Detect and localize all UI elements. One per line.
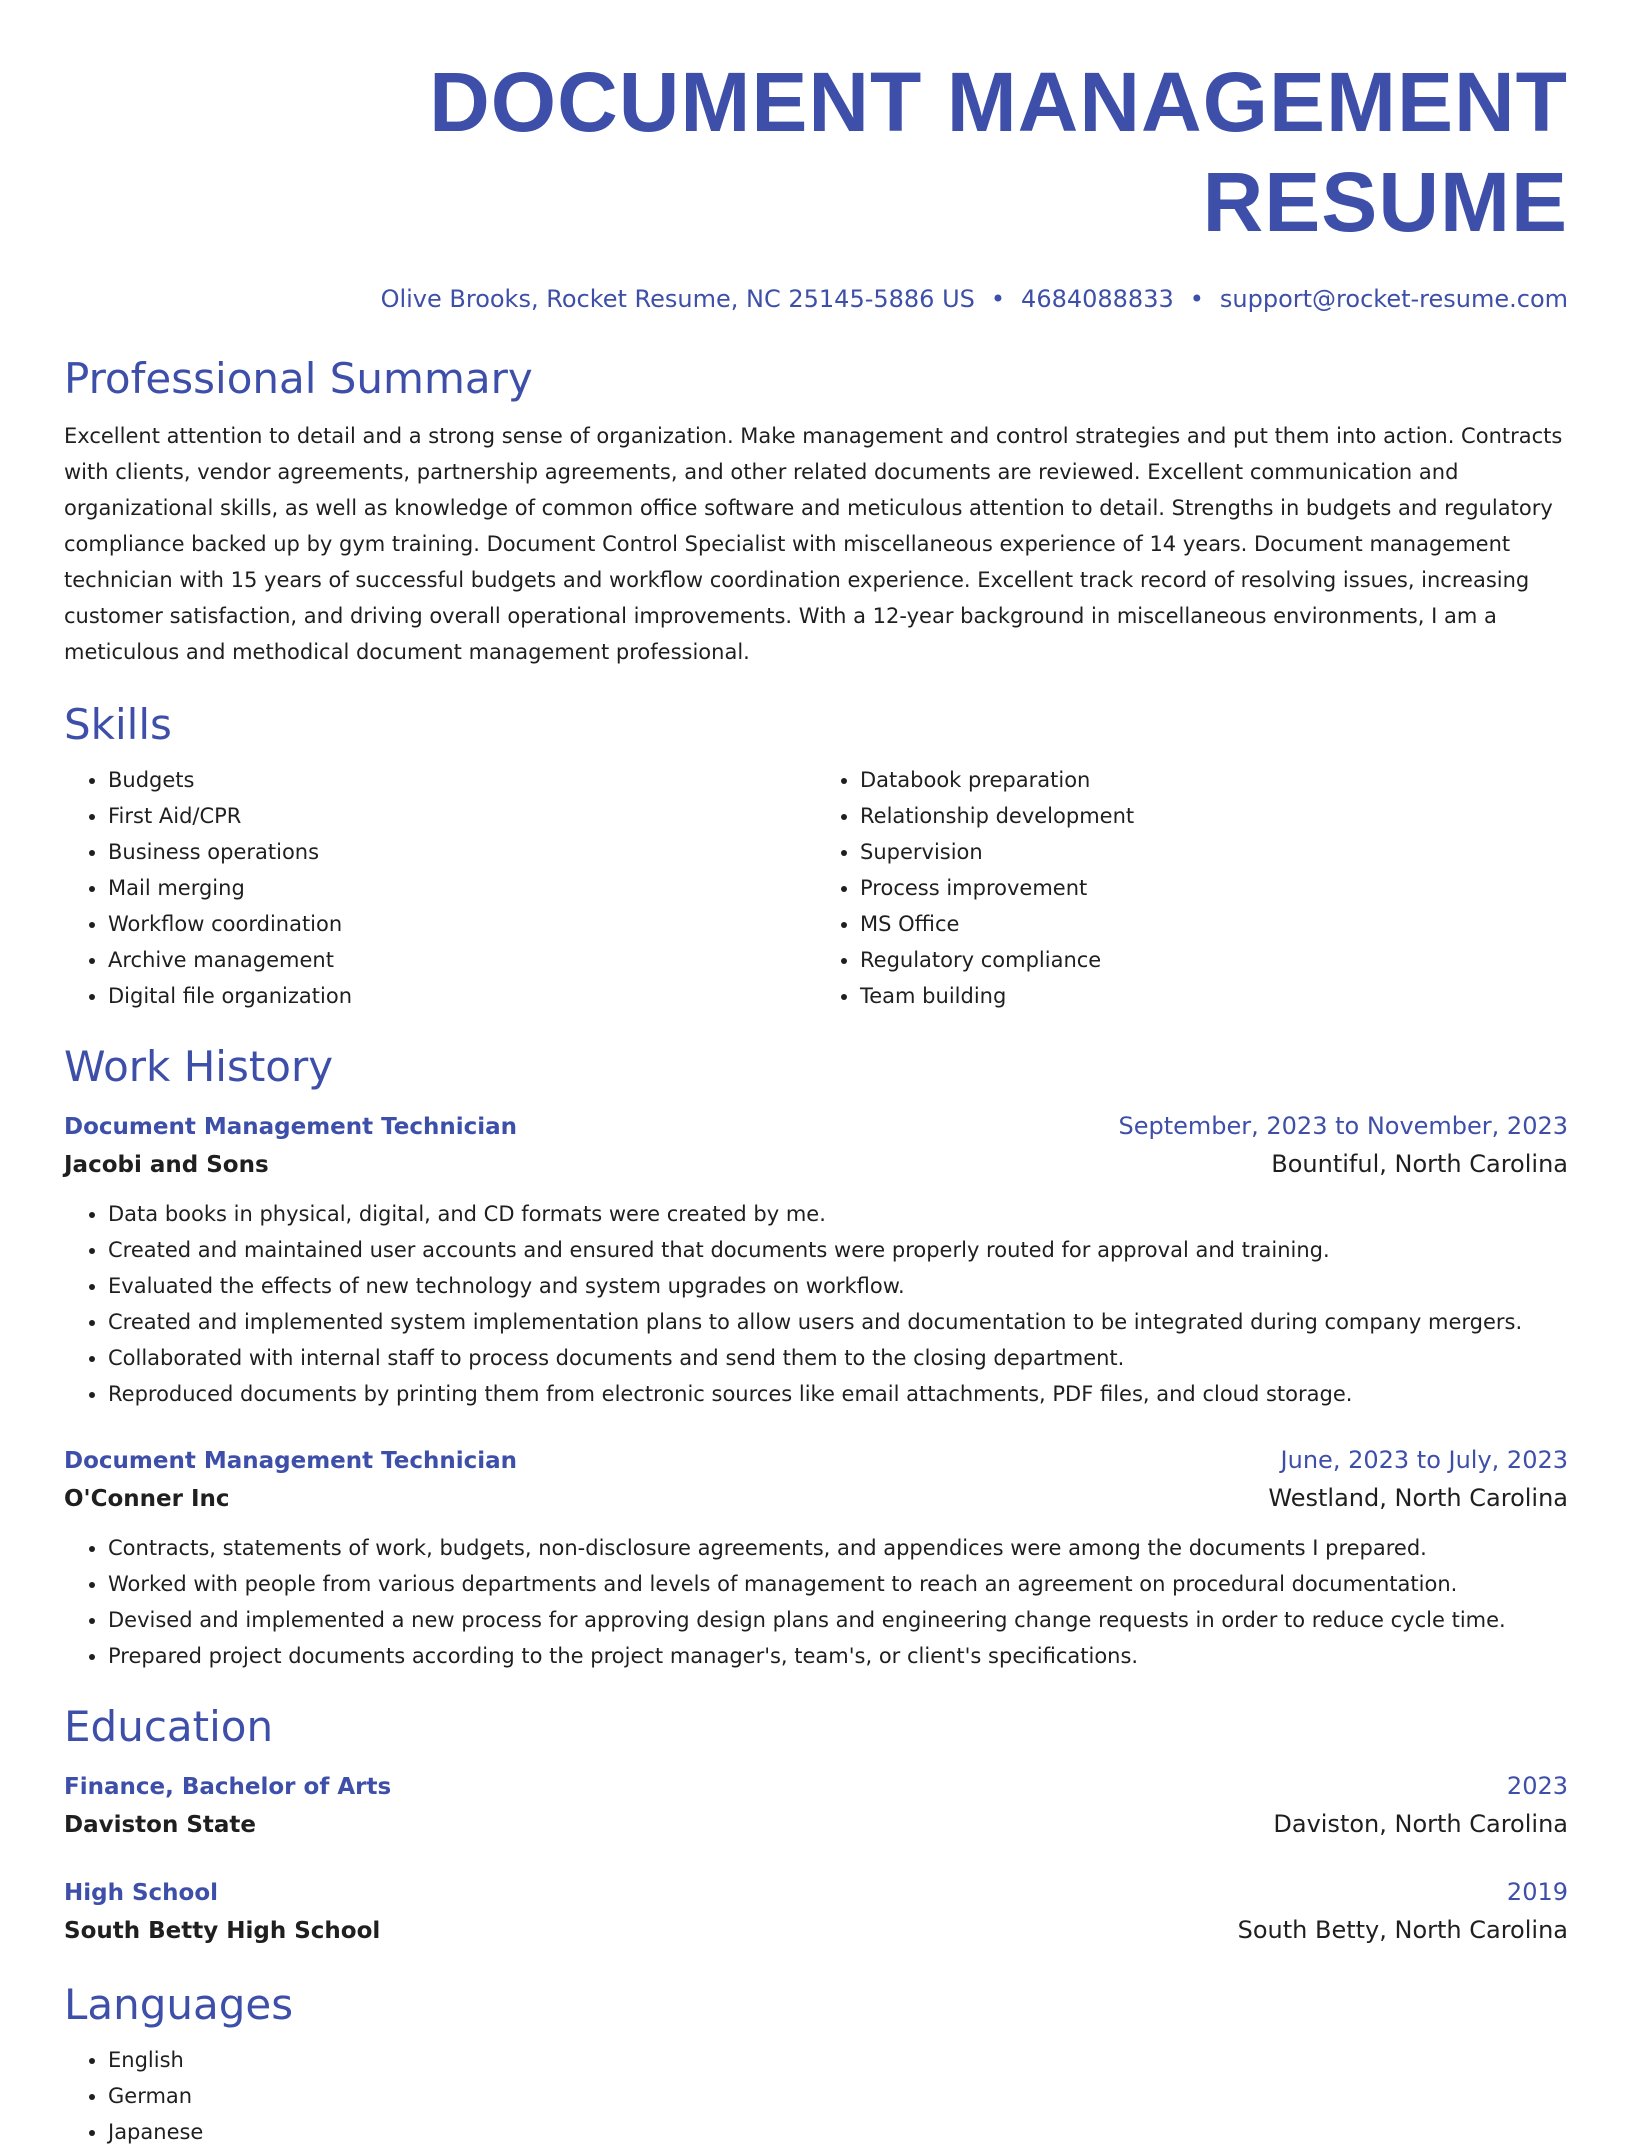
summary-heading: Professional Summary: [64, 354, 533, 403]
skill-item: • Budgets: [108, 762, 816, 798]
job-title: Document Management Technician: [64, 1114, 518, 1140]
skill-item: • Relationship development: [860, 798, 1568, 834]
skills-heading: Skills: [64, 700, 172, 749]
job-title: Document Management Technician: [64, 1448, 518, 1474]
resume-title: DOCUMENT MANAGEMENT RESUME: [429, 55, 1568, 249]
job-duty: • Prepared project documents according to the project manager's, team's, or client's specifications.: [108, 1638, 1568, 1674]
languages-heading: Languages: [64, 1980, 294, 2029]
education-location: Daviston, North Carolina: [1273, 1810, 1568, 1838]
job-duty: • Contracts, statements of work, budgets, non-disclosure agreements, and appendices were among the documents I prepared.: [108, 1530, 1568, 1566]
education-entry-header: [64, 1874, 1568, 1911]
education-entry-header: [64, 1768, 1568, 1805]
education-school: South Betty High School: [64, 1918, 381, 1944]
job-dates: September, 2023 to November, 2023: [1118, 1112, 1568, 1140]
language-item: • English: [108, 2042, 1568, 2078]
skill-item: • Supervision: [860, 834, 1568, 870]
education-location: South Betty, North Carolina: [1237, 1916, 1568, 1944]
language-item: • German: [108, 2078, 1568, 2114]
job-company: O'Conner Inc: [64, 1486, 230, 1512]
education-year: 2023: [1506, 1772, 1568, 1800]
language-item: • Japanese: [108, 2114, 1568, 2150]
contact-phone: 4684088833: [1021, 285, 1174, 313]
skill-item: • Business operations: [108, 834, 816, 870]
summary-text: Excellent attention to detail and a strong sense of organization. Make management and control strategies and put them into action. Contracts with clients, vendor agreements, partnership agreements, and other related documents are reviewed. Excellent communication and organizational skills, as well as knowledge of common office software and meticulous attention to detail. Strengths in budgets and regulatory compliance backed up by gym training. Document Control Specialist with miscellaneous experience of 14 years. Document management technician with 15 years of successful budgets and workflow coordination experience. Excellent track record of resolving issues, increasing customer satisfaction, and driving overall operational improvements. With a 12-year background in miscellaneous environments, I am a meticulous and methodical document management professional.: [64, 424, 1563, 664]
skill-item: • First Aid/CPR: [108, 798, 816, 834]
work-entry: [64, 1108, 1568, 1412]
job-company: Jacobi and Sons: [64, 1152, 269, 1178]
skill-item: • Regulatory compliance: [860, 942, 1568, 978]
education-school: Daviston State: [64, 1812, 257, 1838]
education-entry-subheader: [64, 1805, 1568, 1844]
work-entry: [64, 1442, 1568, 1674]
skill-item: • Mail merging: [108, 870, 816, 906]
education-year: 2019: [1506, 1878, 1568, 1906]
job-duties: [64, 1530, 1568, 1674]
education-entry-subheader: [64, 1911, 1568, 1950]
work-entry-header: [64, 1108, 1568, 1145]
job-dates: June, 2023 to July, 2023: [1280, 1446, 1568, 1474]
work-history-heading: Work History: [64, 1042, 334, 1091]
contact-email: support@rocket-resume.com: [1219, 285, 1568, 313]
contact-separator: •: [990, 285, 1006, 313]
job-duty: • Evaluated the effects of new technology and system upgrades on workflow.: [108, 1268, 1568, 1304]
skill-item: • Workflow coordination: [108, 906, 816, 942]
education-entry: [64, 1874, 1568, 1950]
job-duty: • Created and implemented system implementation plans to allow users and documentation to be integrated during company mergers.: [108, 1304, 1568, 1340]
work-entry-header: [64, 1442, 1568, 1479]
contact-address: Olive Brooks, Rocket Resume, NC 25145-5886 US: [380, 285, 975, 313]
skill-item: • MS Office: [860, 906, 1568, 942]
job-duty: • Worked with people from various departments and levels of management to reach an agreement on procedural documentation.: [108, 1566, 1568, 1602]
skill-item: • Archive management: [108, 942, 816, 978]
skills-column-left: [64, 762, 816, 1014]
job-duty: • Collaborated with internal staff to process documents and send them to the closing department.: [108, 1340, 1568, 1376]
skill-item: • Databook preparation: [860, 762, 1568, 798]
contact-line: [64, 284, 1568, 314]
job-duty: • Devised and implemented a new process for approving design plans and engineering change requests in order to reduce cycle time.: [108, 1602, 1568, 1638]
job-location: Bountiful, North Carolina: [1271, 1150, 1568, 1178]
job-duty: • Created and maintained user accounts and ensured that documents were properly routed for approval and training.: [108, 1232, 1568, 1268]
education-degree: Finance, Bachelor of Arts: [64, 1774, 392, 1800]
skills-list: [64, 762, 1568, 1014]
contact-separator: •: [1189, 285, 1204, 313]
work-entry-subheader: [64, 1479, 1568, 1518]
job-location: Westland, North Carolina: [1268, 1484, 1568, 1512]
education-entry: [64, 1768, 1568, 1844]
skill-item: • Team building: [860, 978, 1568, 1014]
languages-list: [64, 2042, 1568, 2150]
skills-column-right: [816, 762, 1568, 1014]
skill-item: • Process improvement: [860, 870, 1568, 906]
skill-item: • Digital file organization: [108, 978, 816, 1014]
work-entry-subheader: [64, 1145, 1568, 1184]
education-degree: High School: [64, 1880, 219, 1906]
job-duty: • Data books in physical, digital, and CD formats were created by me.: [108, 1196, 1568, 1232]
languages-section: [64, 2042, 1568, 2150]
job-duty: • Reproduced documents by printing them from electronic sources like email attachments, PDF files, and cloud storage.: [108, 1376, 1568, 1412]
education-heading: Education: [64, 1702, 274, 1751]
job-duties: [64, 1196, 1568, 1412]
